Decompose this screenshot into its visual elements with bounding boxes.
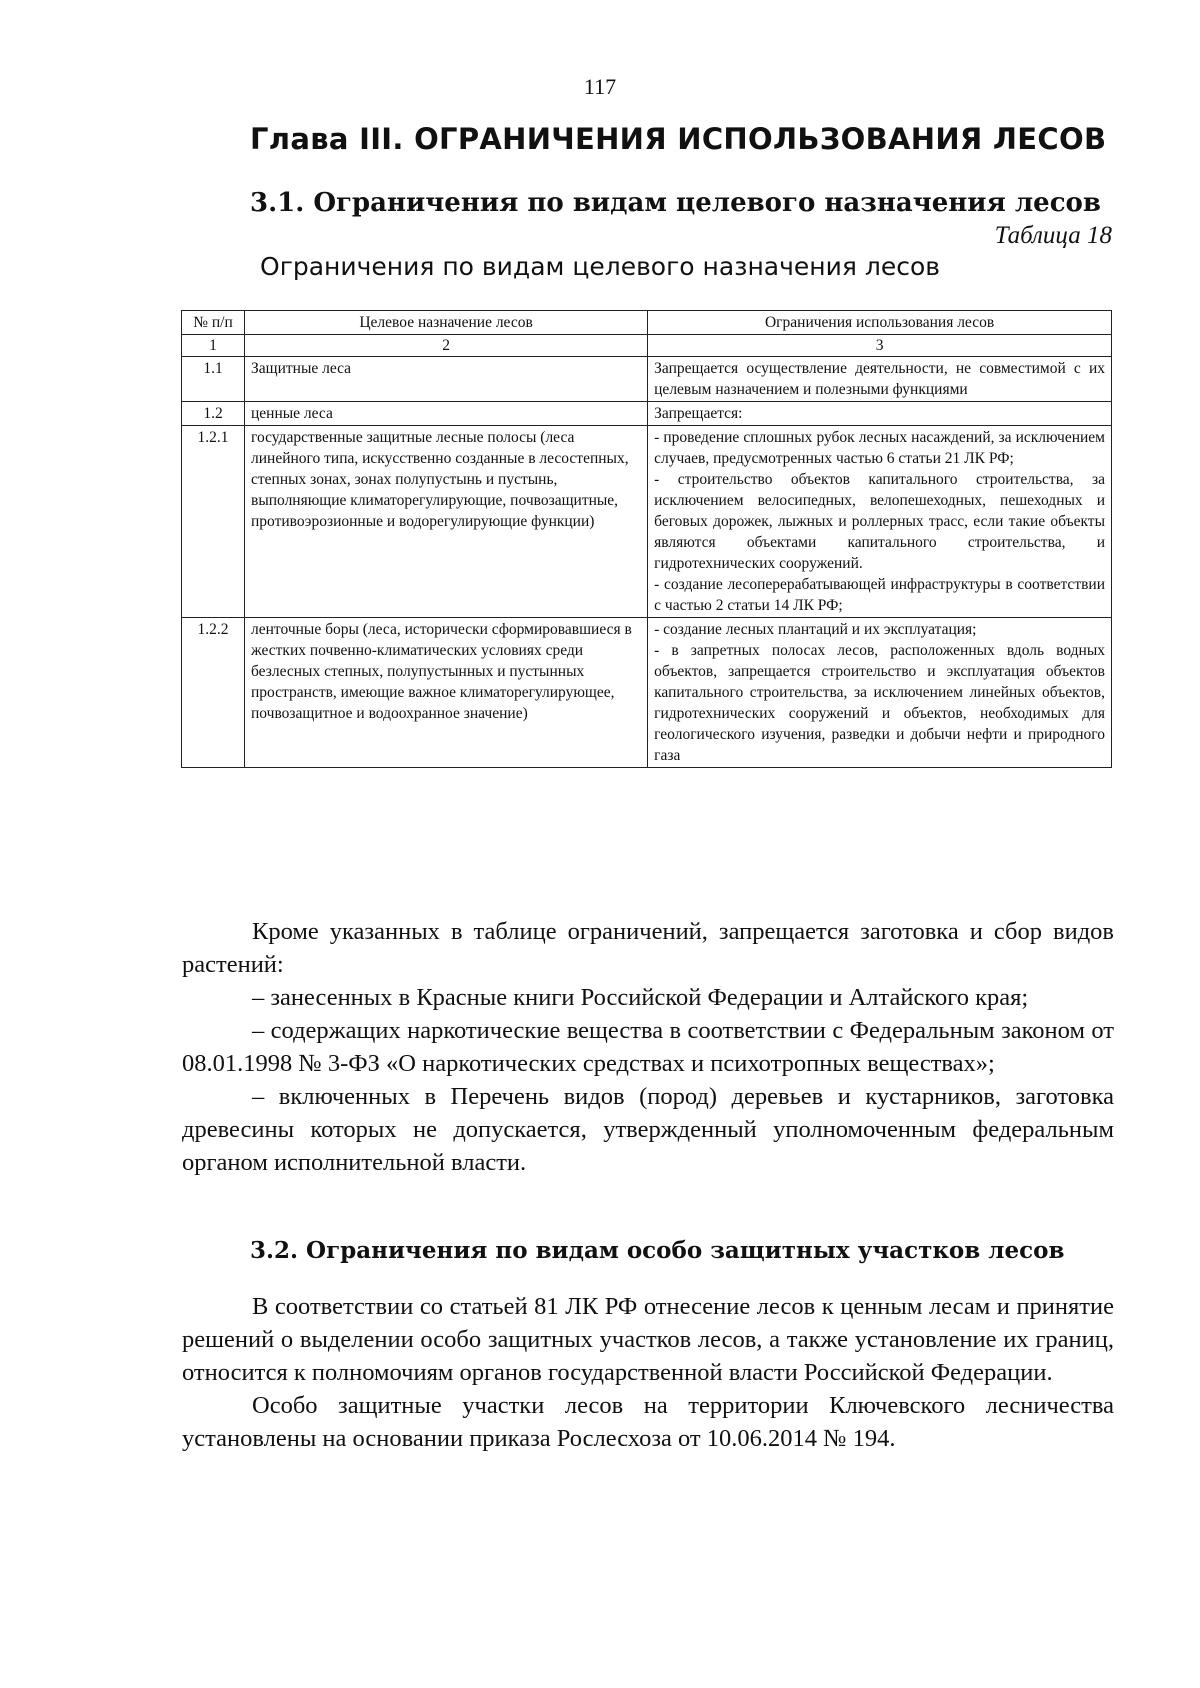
row-purpose: Защитные леса [245, 357, 648, 402]
column-number: 3 [648, 335, 1112, 357]
row-restriction: Запрещается: [648, 402, 1112, 426]
subsection-title: 3.2. Ограничения по видам особо защитных участков лесов [250, 1237, 1065, 1264]
paragraph-item: – включенных в Перечень видов (пород) деревьев и кустарников, заготовка древесины которых не допускается, утвержденный уполномоченным федеральным органом исполнительной власти. [182, 1083, 1114, 1176]
restriction-item: - в запретных полосах лесов, расположенных вдоль водных объектов, запрещается строительство и эксплуатация объектов капитального строительства, за исключением линейных объектов, гидротехнических сооружений и объектов, необходимых для геологического изучения, разведки и добычи нефти и природного газа [654, 642, 1105, 764]
table-column-numbers-row [182, 335, 1112, 357]
paragraph-item: – занесенных в Красные книги Российской Федерации и Алтайского края; [252, 984, 1029, 1011]
row-purpose: ленточные боры (леса, исторически сформировавшиеся в жестких почвенно-климатических условиях среди безлесных степных, полупустынных и пустынных пространств, имеющие важное климаторегулирующее, почвозащитное и водоохранное значение) [245, 618, 648, 768]
row-restriction-list [648, 618, 1112, 768]
chapter-title: Глава III. ОГРАНИЧЕНИЯ ИСПОЛЬЗОВАНИЯ ЛЕСОВ [250, 122, 1107, 156]
restrictions-paragraph [182, 915, 1114, 1179]
paragraph-closing: В соответствии со статьей 81 ЛК РФ отнесение лесов к ценным лесам и принятие решений о выделении особо защитных участков лесов, а также установление их границ, относится к полномочиям органов государственной власти Российской Федерации. [182, 1293, 1114, 1386]
row-purpose: ценные леса [245, 402, 648, 426]
header-purpose: Целевое назначение лесов [245, 311, 648, 335]
header-number: № п/п [182, 311, 245, 335]
table-row [182, 618, 1112, 768]
row-number: 1.2.2 [182, 618, 245, 768]
header-restrictions: Ограничения использования лесов [648, 311, 1112, 335]
table-row [182, 357, 1112, 402]
page-number: 117 [583, 74, 617, 99]
column-number: 1 [182, 335, 245, 357]
table-label: Таблица 18 [994, 222, 1112, 249]
column-number: 2 [245, 335, 648, 357]
closing-text [182, 1290, 1114, 1455]
table-row [182, 426, 1112, 618]
row-restriction-list [648, 426, 1112, 618]
restrictions-table [181, 310, 1112, 768]
row-restriction: Запрещается осуществление деятельности, не совместимой с их целевым назначением и полезными функциями [648, 357, 1112, 402]
row-number: 1.2 [182, 402, 245, 426]
row-purpose: государственные защитные лесные полосы (леса линейного типа, искусственно созданные в лесостепных, степных зонах, зонах полупустынь и пустынь, выполняющие климаторегулирующие, почвозащитные, противоэрозионные и водорегулирующие функции) [245, 426, 648, 618]
table-row [182, 402, 1112, 426]
paragraph-closing: Особо защитные участки лесов на территории Ключевского лесничества установлены на основании приказа Рослесхоза от 10.06.2014 № 194. [182, 1392, 1114, 1452]
restriction-item: - проведение сплошных рубок лесных насаждений, за исключением случаев, предусмотренных частью 6 статьи 21 ЛК РФ; [654, 429, 1105, 467]
restriction-item: - строительство объектов капитального строительства, за исключением велосипедных, велопешеходных, пешеходных и беговых дорожек, лыжных и роллерных трасс, если такие объекты являются объектами капитального строительства, и гидротехнических сооружений. [654, 471, 1105, 572]
row-number: 1.1 [182, 357, 245, 402]
table-header-row [182, 311, 1112, 335]
restriction-item: - создание лесных плантаций и их эксплуатация; [654, 621, 977, 638]
paragraph-item: – содержащих наркотические вещества в соответствии с Федеральным законом от 08.01.1998 № 3-ФЗ «О наркотических средствах и психотропных веществах»; [182, 1017, 1114, 1077]
paragraph-intro: Кроме указанных в таблице ограничений, запрещается заготовка и сбор видов растений: [182, 918, 1114, 978]
row-number: 1.2.1 [182, 426, 245, 618]
table-caption: Ограничения по видам целевого назначения лесов [260, 252, 940, 281]
section-title: 3.1. Ограничения по видам целевого назначения лесов [250, 188, 1101, 218]
restriction-item: - создание лесоперерабатывающей инфраструктуры в соответствии с частью 2 статьи 14 ЛК РФ; [654, 576, 1105, 614]
